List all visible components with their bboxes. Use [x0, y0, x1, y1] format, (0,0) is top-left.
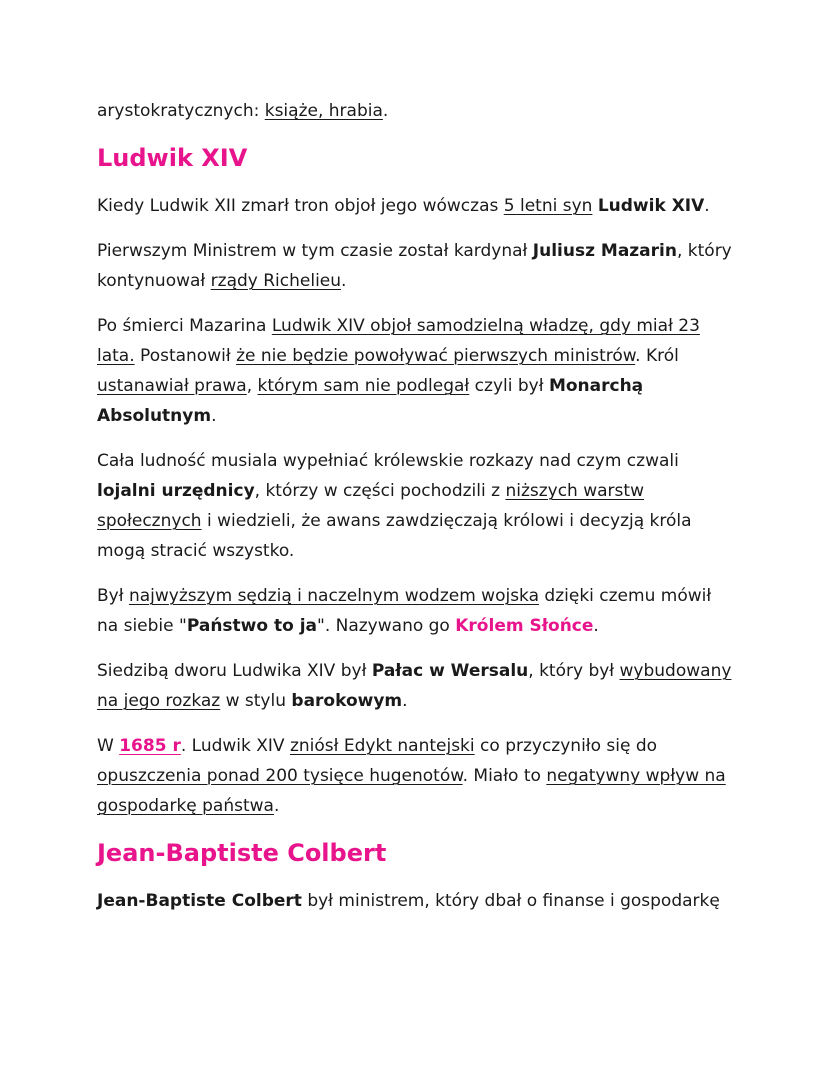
bold-text: Monarchą Absolutnym — [97, 376, 644, 426]
text: dzięki czemu mówił na siebie " — [97, 586, 712, 636]
text: ". Nazywano go — [317, 616, 456, 636]
paragraph-succession — [97, 191, 737, 221]
text: . — [341, 271, 347, 291]
underlined-text: negatywny wpływ na gospodarkę państwa — [97, 766, 726, 816]
bold-text: lojalni urzędnicy — [97, 481, 255, 501]
text: Kiedy Ludwik XII zmarł tron objoł jego wówczas — [97, 196, 504, 216]
text: , którzy w części pochodzili z — [254, 481, 506, 501]
heading-ludwik-xiv: Ludwik XIV — [97, 144, 248, 172]
text: Pierwszym Ministrem w tym czasie został kardynał — [97, 241, 533, 261]
highlight-date: 1685 r — [119, 736, 181, 756]
bold-text: barokowym — [291, 691, 403, 711]
text: , który kontynuował — [97, 241, 732, 291]
underlined-text: książe, hrabia — [264, 101, 383, 121]
text: . — [593, 616, 599, 636]
text: był ministrem, który dbał o finanse i gospodarkę — [301, 891, 720, 911]
underlined-text: 5 letni syn — [503, 196, 593, 216]
text: . Miało to — [462, 766, 547, 786]
underlined-text: Ludwik XIV objoł samodzielną władzę, gdy miał 23 lata. — [97, 316, 700, 366]
paragraph-aristocratic-titles — [97, 96, 737, 126]
underlined-text: najwyższym sędzią i naczelnym wodzem wojska — [128, 586, 540, 606]
bold-text: Ludwik XIV — [597, 196, 705, 216]
bold-text: Juliusz Mazarin — [532, 241, 677, 261]
text: Siedzibą dworu Ludwika XIV był — [97, 661, 372, 681]
text: czyli był — [469, 376, 549, 396]
text: co przyczyniło się do — [474, 736, 658, 756]
paragraph-versailles — [97, 656, 737, 716]
paragraph-sun-king — [97, 581, 737, 641]
paragraph-officials — [97, 446, 737, 566]
underlined-text: że nie będzie powoływać pierwszych ministrów — [236, 346, 636, 366]
text: Postanowił — [134, 346, 237, 366]
underlined-text: niższych warstw społecznych — [97, 481, 644, 531]
underlined-text: wybudowany na jego rozkaz — [97, 661, 732, 711]
document-body — [97, 96, 737, 931]
text: Był — [97, 586, 129, 606]
bold-text: Państwo to ja — [186, 616, 317, 636]
paragraph-mazarin — [97, 236, 737, 296]
underlined-text: rządy Richelieu — [210, 271, 342, 291]
text: . — [211, 406, 217, 426]
text: Cała ludność musiala wypełniać królewskie rozkazy nad czym czwali — [97, 451, 679, 471]
underlined-text: zniósł Edykt nantejski — [289, 736, 475, 756]
text: i wiedzieli, że awans zawdzięczają królowi i decyzją króla mogą stracić wszystko. — [97, 511, 692, 561]
text: . — [704, 196, 710, 216]
text: . Ludwik XIV — [180, 736, 290, 756]
text: . — [382, 101, 389, 121]
bold-text: Jean-Baptiste Colbert — [97, 891, 302, 911]
text: , który był — [528, 661, 620, 681]
bold-text: Pałac w Wersalu — [371, 661, 529, 681]
text: . — [402, 691, 408, 711]
underlined-text: opuszczenia ponad 200 tysięce hugenotów — [97, 766, 463, 786]
heading-colbert: Jean-Baptiste Colbert — [97, 839, 387, 867]
text: . — [273, 796, 280, 816]
underlined-text: którym sam nie podlegał — [257, 376, 470, 396]
text: Po śmierci Mazarina — [97, 316, 272, 336]
text: W — [97, 736, 120, 756]
text: w stylu — [220, 691, 292, 711]
text: , — [246, 376, 258, 396]
text: . Król — [635, 346, 679, 366]
highlight-text: Królem Słońce — [455, 616, 594, 636]
underlined-text: ustanawiał prawa — [97, 376, 247, 396]
paragraph-colbert — [97, 886, 737, 916]
paragraph-absolute-rule — [97, 311, 737, 431]
text: arystokratycznych: — [97, 101, 265, 121]
paragraph-edict-of-nantes — [97, 731, 737, 821]
